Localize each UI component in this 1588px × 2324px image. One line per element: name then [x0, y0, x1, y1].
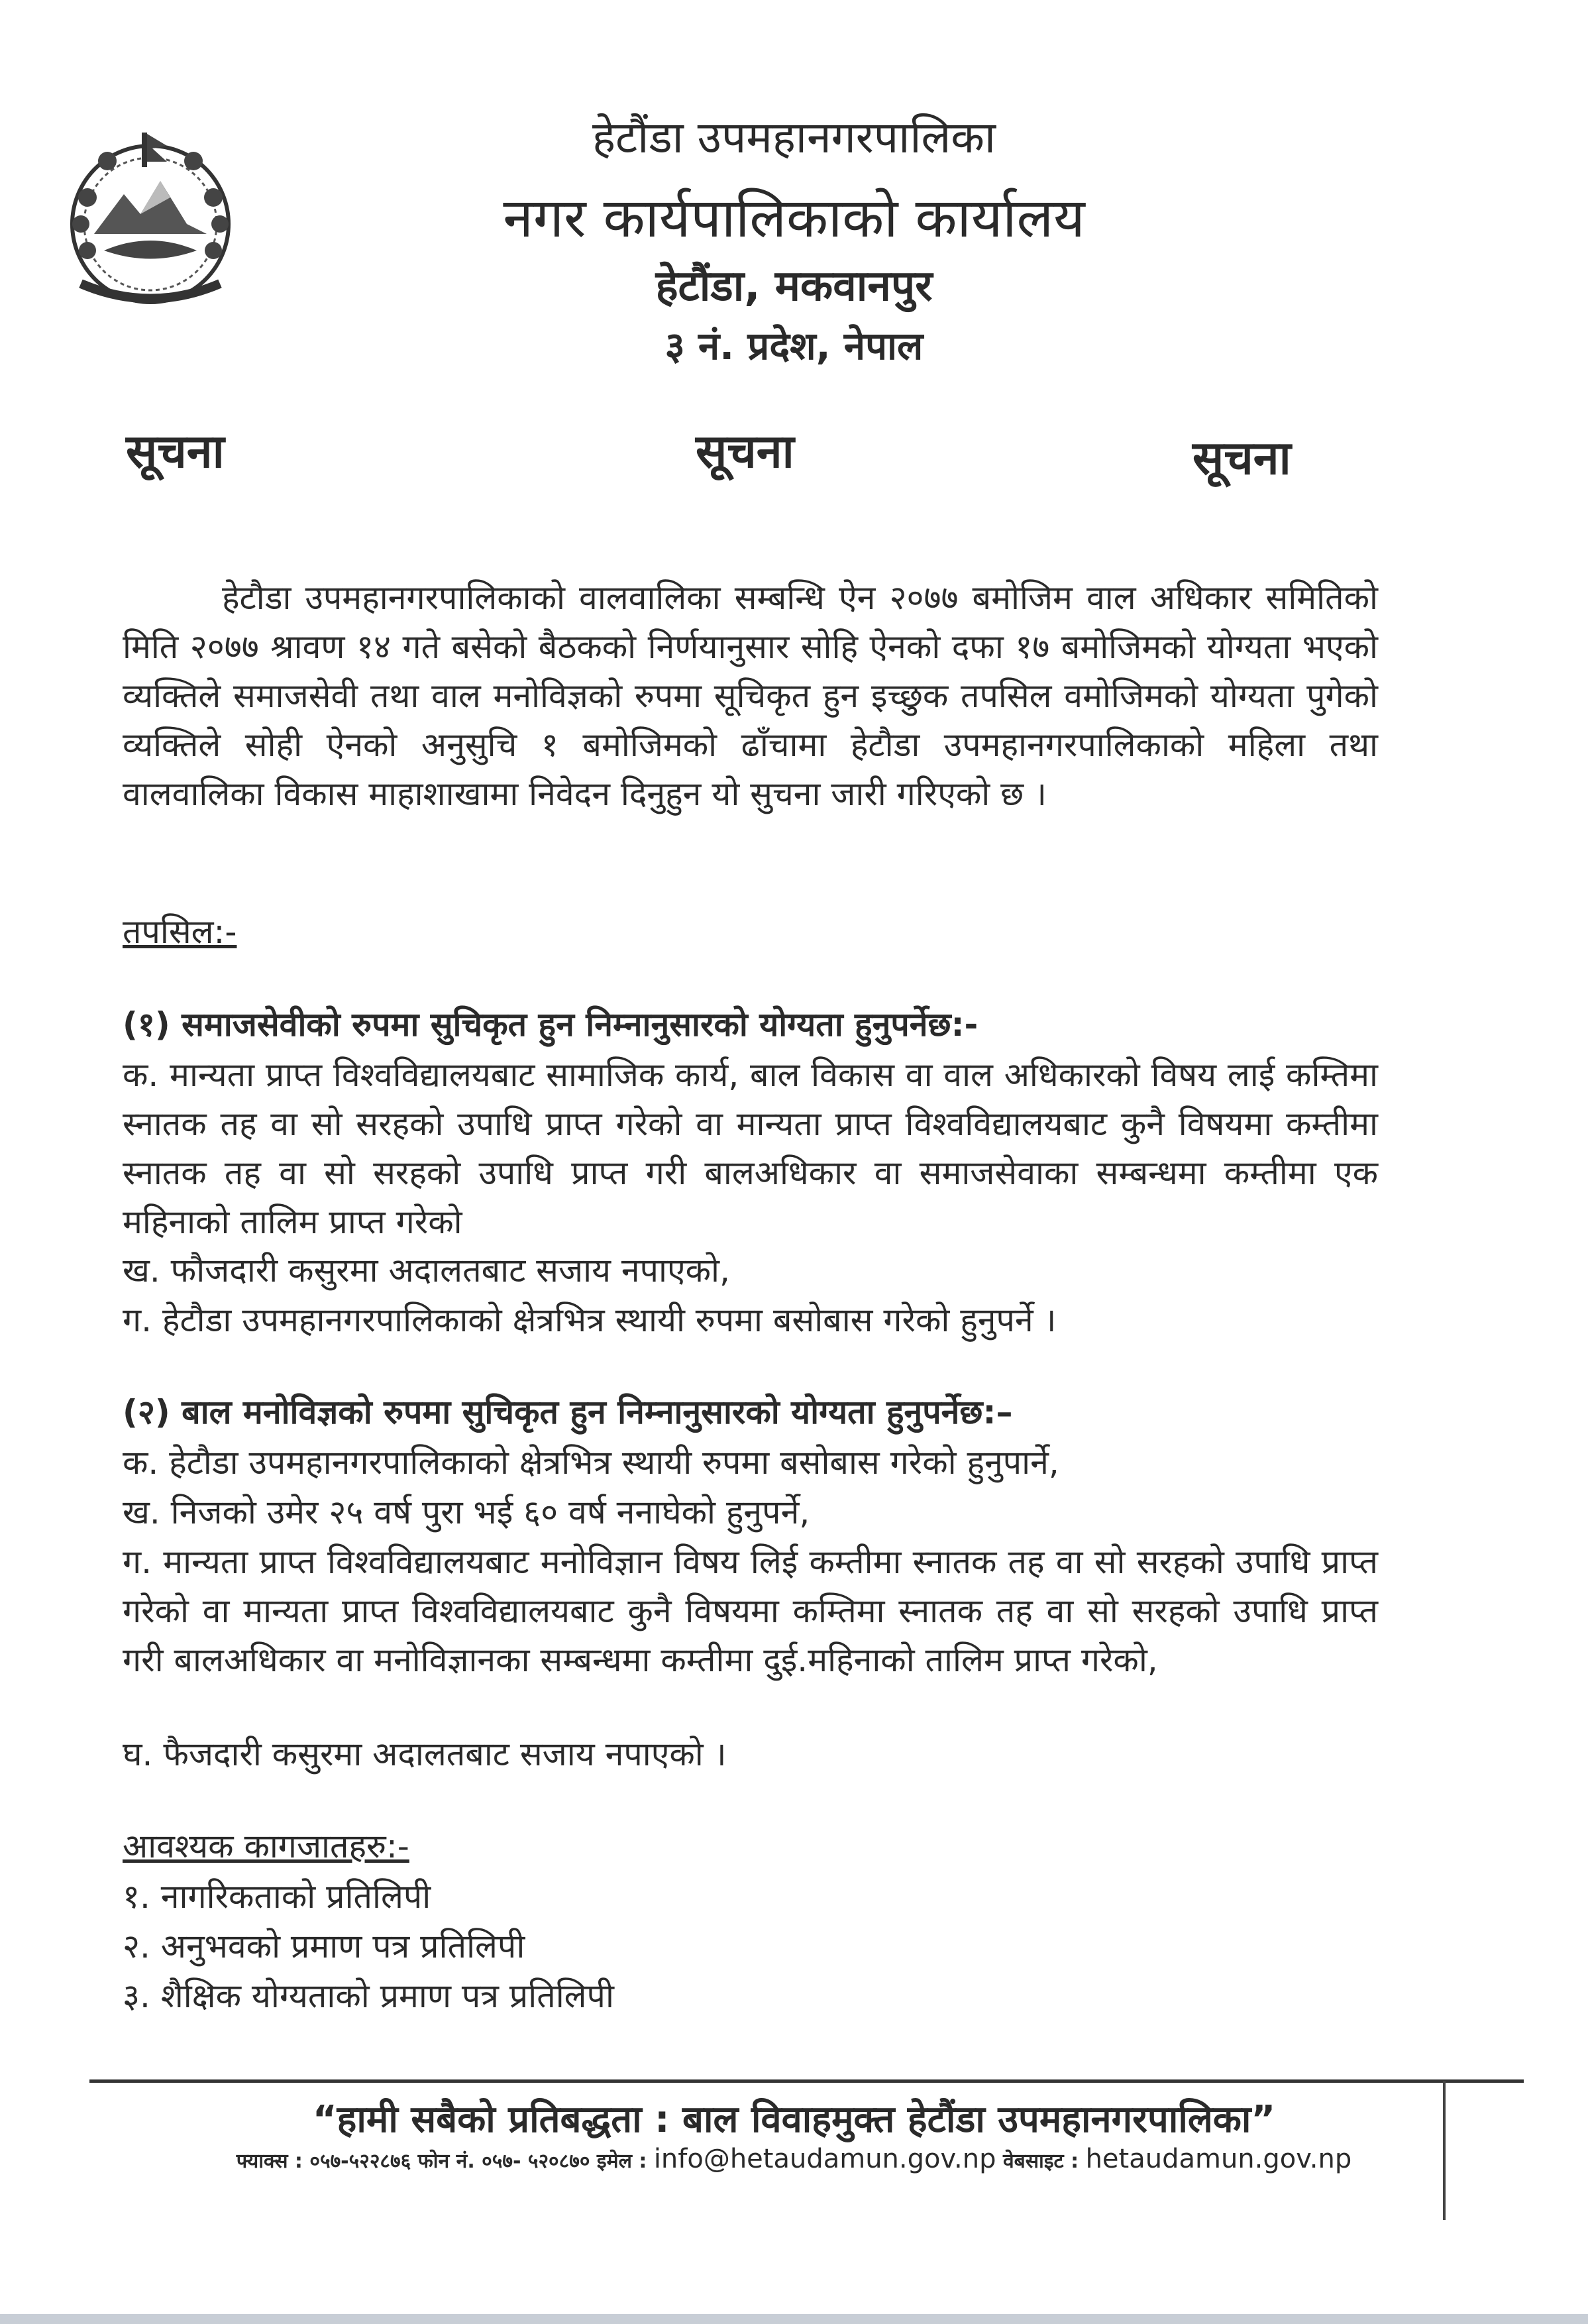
notice-word-right: सूचना [1192, 431, 1291, 485]
email-label: इमेल : [596, 2150, 647, 2173]
section2-item-kha: ख. निजको उमेर २५ वर्ष पुरा भई ६० वर्ष ननाघेको हुनुपर्ने, [123, 1493, 810, 1531]
intro-text: हेटौडा उपमहानगरपालिकाको वालवालिका सम्बन्धि ऐन २०७७ बमोजिम वाल अधिकार समितिको मिति २०७७ श्रावण १४ गते बसेको बैठकको निर्णयानुसार सोहि ऐनको दफा १७ बमोजिमको योग्यता भएको व्यक्तिले समाजसेवी तथा वाल मनोविज्ञको रुपमा सूचिकृत हुन इच्छुक तपसिल वमोजिमको योग्यता पुगेको व्यक्तिले सोही ऐनको अनुसुचि १ बमोजिमको ढाँचामा हेटौडा उपमहानगरपालिकाको महिला तथा वालवालिका विकास माहाशाखामा निवेदन दिनुहुन यो सुचना जारी गरिएको छ । [123, 579, 1378, 813]
section2-item-gha: घ. फैजदारी कसुरमा अदालतबाट सजाय नपाएको । [123, 1735, 727, 1773]
scan-edge-strip [0, 2314, 1588, 2324]
section1-item-ga: ग. हेटौडा उपमहानगरपालिकाको क्षेत्रभित्र स्थायी रुपमा बसोबास गरेको हुनुपर्ने । [123, 1301, 1057, 1339]
document-item: ३. शैक्षिक योग्यताको प्रमाण पत्र प्रतिलिपी [123, 1977, 614, 2015]
office-address-line: हेटौंडा, मकवानपुर [655, 262, 933, 311]
website-label: वेबसाइट : [1002, 2150, 1079, 2173]
office-name-line1: हेटौंडा उपमहानगरपालिका [592, 112, 996, 163]
section2-title: (२) बाल मनोविज्ञको रुपमा सुचिकृत हुन निम्नानुसारको योग्यता हुनुपर्नेछ:– [123, 1393, 1013, 1431]
province-line: ३ नं. प्रदेश, नेपाल [664, 323, 924, 368]
section2-item-ga: ग. मान्यता प्राप्त विश्वविद्यालयबाट मनोविज्ञान विषय लिई कम्तीमा स्नातक तह वा सो सरहको उपाधि प्राप्त गरेको वा मान्यता प्राप्त विश्वविद्यालयबाट कुनै विषयमा कम्तिमा स्नातक तह वा सो सरहको उपाधि प्राप्त गरी बालअधिकार वा मनोविज्ञानका सम्बन्धमा कम्तीमा दुई.महिनाको तालिम प्राप्त गरेको, [123, 1543, 1378, 1679]
tapasil-heading: तपसिल:- [123, 913, 237, 951]
footer-divider [89, 2079, 1524, 2083]
notice-word-left: सूचना [126, 424, 225, 478]
section1-title: (१) समाजसेवीको रुपमा सुचिकृत हुन निम्नानुसारको योग्यता हुनुपर्नेछ:- [123, 1005, 979, 1044]
email-link[interactable]: info@hetaudamun.gov.np [653, 2144, 996, 2174]
office-name-line2: नगर कार्यपालिकाको कार्यालय [503, 187, 1085, 250]
intro-paragraph [123, 573, 1378, 818]
section2-item-ka: क. हेटौडा उपमहानगरपालिकाको क्षेत्रभित्र स्थायी रुपमा बसोबास गरेको हुनुपार्ने, [123, 1443, 1059, 1482]
footer-slogan: “हामी सबैको प्रतिबद्धता : बाल विवाहमुक्त हेटौंडा उपमहानगरपालिका” [312, 2098, 1276, 2141]
document-item: २. अनुभवको प्रमाण पत्र प्रतिलिपी [123, 1927, 525, 1965]
phone-label: फोन नं. ०५७- ५२०८७० [417, 2150, 590, 2173]
document-item: १. नागरिकताको प्रतिलिपी [123, 1877, 431, 1916]
fax-label: फ्याक्स : ०५७-५२२८७६ [236, 2150, 411, 2173]
section1-item-kha: ख. फौजदारी कसुरमा अदालतबाट सजाय नपाएको, [123, 1251, 730, 1290]
footer-contact [0, 2144, 1588, 2174]
documents-heading: आवश्यक कागजातहरु:- [123, 1827, 409, 1865]
website-link[interactable]: hetaudamun.gov.np [1085, 2144, 1352, 2174]
notice-word-center: सूचना [696, 424, 794, 478]
section1-item-ka: क. मान्यता प्राप्त विश्वविद्यालयबाट सामाजिक कार्य, बाल विकास वा वाल अधिकारको विषय लाई कम्तिमा स्नातक तह वा सो सरहको उपाधि प्राप्त गरेको वा मान्यता प्राप्त विश्वविद्यालयबाट कुनै विषयमा कम्तीमा स्नातक तह वा सो सरहको उपाधि प्राप्त गरी बालअधिकार वा समाजसेवाका सम्बन्धमा कम्तीमा एक महिनाको तालिम प्राप्त गरेको [123, 1056, 1378, 1241]
